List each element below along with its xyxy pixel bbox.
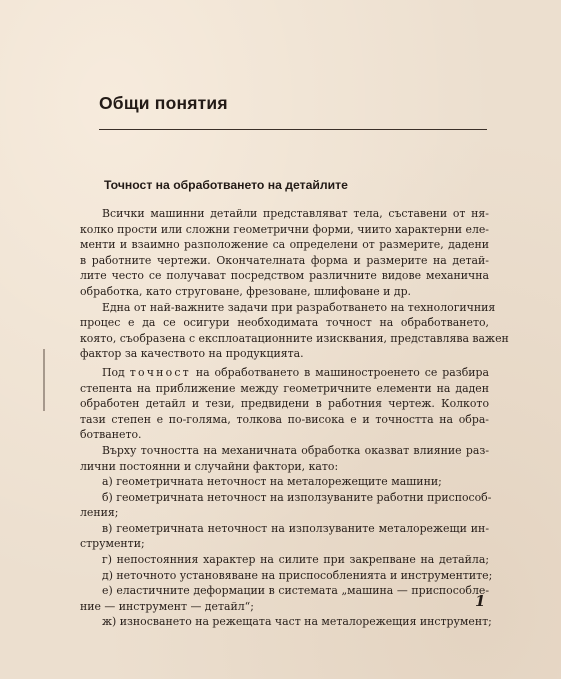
text-line: лите често се получават посредством различните видове механична (80, 269, 489, 283)
text-line: лични постоянни и случайни фактори, като: (80, 459, 339, 473)
text-line (80, 365, 489, 381)
text-line: обработен детайл и тези, предвидени в работния чертеж. Колкото (80, 397, 489, 411)
list-item: д) неточното установяване на приспособленията и инструментите; (102, 568, 493, 582)
list-item: г) непостоянния характер на силите при закрепване на детайла; (102, 553, 489, 567)
text-line: Една от най-важните задачи при разработването на технологичния (102, 300, 496, 314)
paragraph-1 (80, 206, 489, 300)
page-number: 1 (475, 592, 486, 610)
paragraph-2 (80, 300, 509, 362)
text-line: менти и взаимно разположение са определени от размерите, дадени (80, 238, 489, 252)
body-text (80, 206, 509, 630)
list-item: б) геометричната неточност на използуваните работни приспособ- (102, 490, 492, 504)
text-line: процес е да се осигури необходимата точност на обработването, (80, 316, 489, 330)
text-line: ботването. (80, 428, 142, 442)
list-item: ж) износването на режещата част на металорежещия инструмент; (102, 615, 492, 629)
text-line: колко прости или сложни геометрични форми, чиито характерни еле- (80, 222, 489, 236)
text-fragment: на обработването в машиностроенето се разбира (190, 365, 489, 379)
paragraph-3 (80, 365, 489, 443)
title-divider (99, 129, 487, 130)
margin-mark (43, 349, 45, 411)
text-line: тази степен е по-голяма, толкова по-висока е и точността на обра- (80, 412, 489, 426)
text-line: която, съобразена с експлоатационните изисквания, представлява важен (80, 331, 509, 345)
text-fragment: Под (102, 365, 130, 379)
chapter-title: Общи понятия (99, 93, 228, 113)
list-item-continuation: ления; (80, 506, 119, 520)
section-title: Точност на обработването на детайлите (104, 178, 348, 192)
text-line: Върху точността на механичната обработка оказват влияние раз- (102, 443, 489, 457)
text-line: обработка, като струговане, фрезоване, шлифоване и др. (80, 284, 412, 298)
list-item: а) геометричната неточност на металорежещите машини; (102, 475, 442, 489)
list-item-continuation: ние — инструмент — детайл“; (80, 599, 254, 613)
list-item-continuation: струменти; (80, 537, 145, 551)
paragraph-4 (80, 443, 489, 474)
text-line: фактор за качеството на продукцията. (80, 347, 304, 361)
factor-list (80, 474, 493, 630)
list-item: е) еластичните деформации в системата „машина — приспособле- (102, 584, 489, 598)
text-line: в работните чертежи. Окончателната форма и размерите на детай- (80, 253, 489, 267)
list-item: в) геометричната неточност на използуваните металорежещи ин- (102, 521, 489, 535)
text-line: степента на приближение между геометричните елементи на даден (80, 381, 489, 395)
emphasized-term: точност (129, 365, 191, 379)
text-line: Всички машинни детайли представляват тела, съставени от ня- (102, 207, 489, 220)
